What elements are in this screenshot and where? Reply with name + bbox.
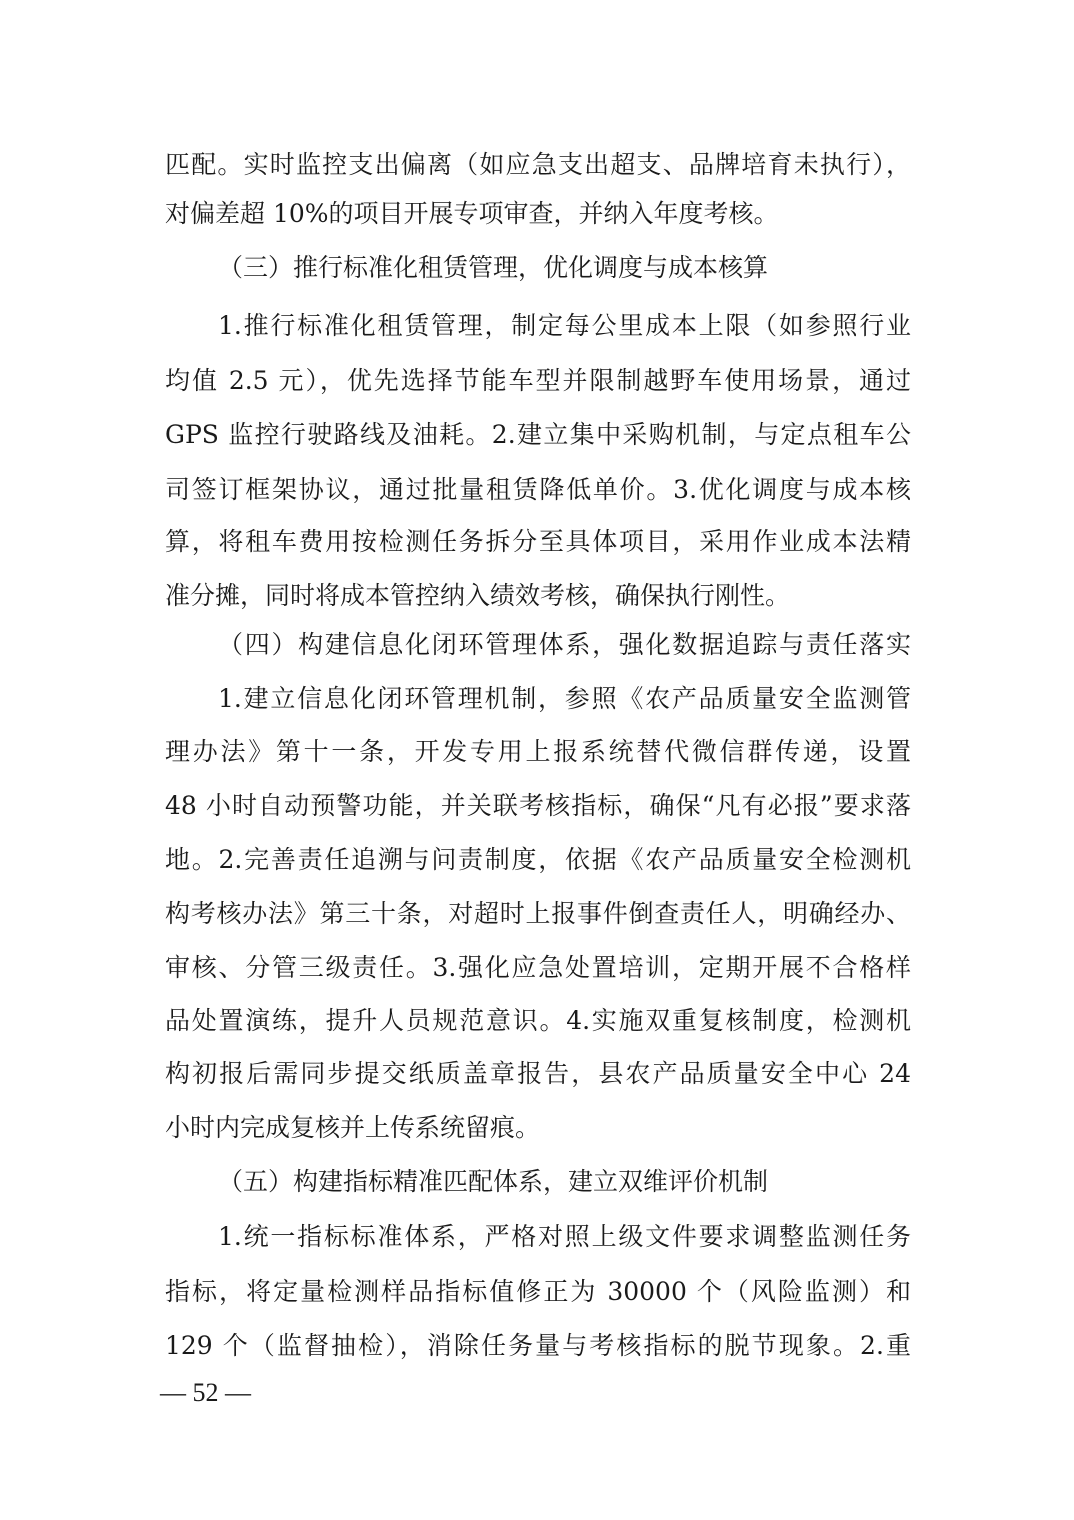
text-line: 129 个（监督抽检），消除任务量与考核指标的脱节现象。2.重: [165, 1331, 911, 1360]
text-line: 指标，将定量检测样品指标值修正为 30000 个（风险监测）和: [165, 1277, 911, 1306]
text-line: 准分摊，同时将成本管控纳入绩效考核，确保执行刚性。: [165, 581, 791, 610]
text-line: 均值 2.5 元），优先选择节能车型并限制越野车使用场景，通过: [165, 366, 911, 395]
page-number: — 52 —: [160, 1378, 251, 1407]
text-line: 1.统一指标标准体系，严格对照上级文件要求调整监测任务: [218, 1222, 911, 1251]
text-line: 1.推行标准化租赁管理，制定每公里成本上限（如参照行业: [218, 311, 911, 340]
text-line: 理办法》第十一条，开发专用上报系统替代微信群传递，设置: [165, 737, 911, 766]
text-line: 48 小时自动预警功能，并关联考核指标，确保“凡有必报”要求落: [165, 791, 911, 820]
section-heading: （五）构建指标精准匹配体系，建立双维评价机制: [218, 1167, 769, 1196]
text-line: 匹配。实时监控支出偏离（如应急支出超支、品牌培育未执行），: [165, 150, 911, 179]
text-line: 构考核办法》第三十条，对超时上报事件倒查责任人，明确经办、: [165, 899, 911, 928]
section-heading: （四）构建信息化闭环管理体系，强化数据追踪与责任落实: [218, 630, 911, 659]
text-line: 构初报后需同步提交纸质盖章报告，县农产品质量安全中心 24: [165, 1059, 911, 1088]
text-line: 司签订框架协议，通过批量租赁降低单价。3.优化调度与成本核: [165, 475, 911, 504]
text-line: 地。2.完善责任追溯与问责制度，依据《农产品质量安全检测机: [165, 845, 911, 874]
text-line: 算，将租车费用按检测任务拆分至具体项目，采用作业成本法精: [165, 527, 911, 556]
text-line: GPS 监控行驶路线及油耗。2.建立集中采购机制，与定点租车公: [165, 420, 911, 449]
text-line: 小时内完成复核并上传系统留痕。: [165, 1113, 541, 1142]
section-heading: （三）推行标准化租赁管理，优化调度与成本核算: [218, 253, 769, 282]
text-line: 1.建立信息化闭环管理机制，参照《农产品质量安全监测管: [218, 684, 911, 713]
text-line: 对偏差超 10%的项目开展专项审查，并纳入年度考核。: [165, 199, 779, 228]
text-line: 审核、分管三级责任。3.强化应急处置培训，定期开展不合格样: [165, 953, 911, 982]
text-line: 品处置演练，提升人员规范意识。4.实施双重复核制度，检测机: [165, 1006, 911, 1035]
